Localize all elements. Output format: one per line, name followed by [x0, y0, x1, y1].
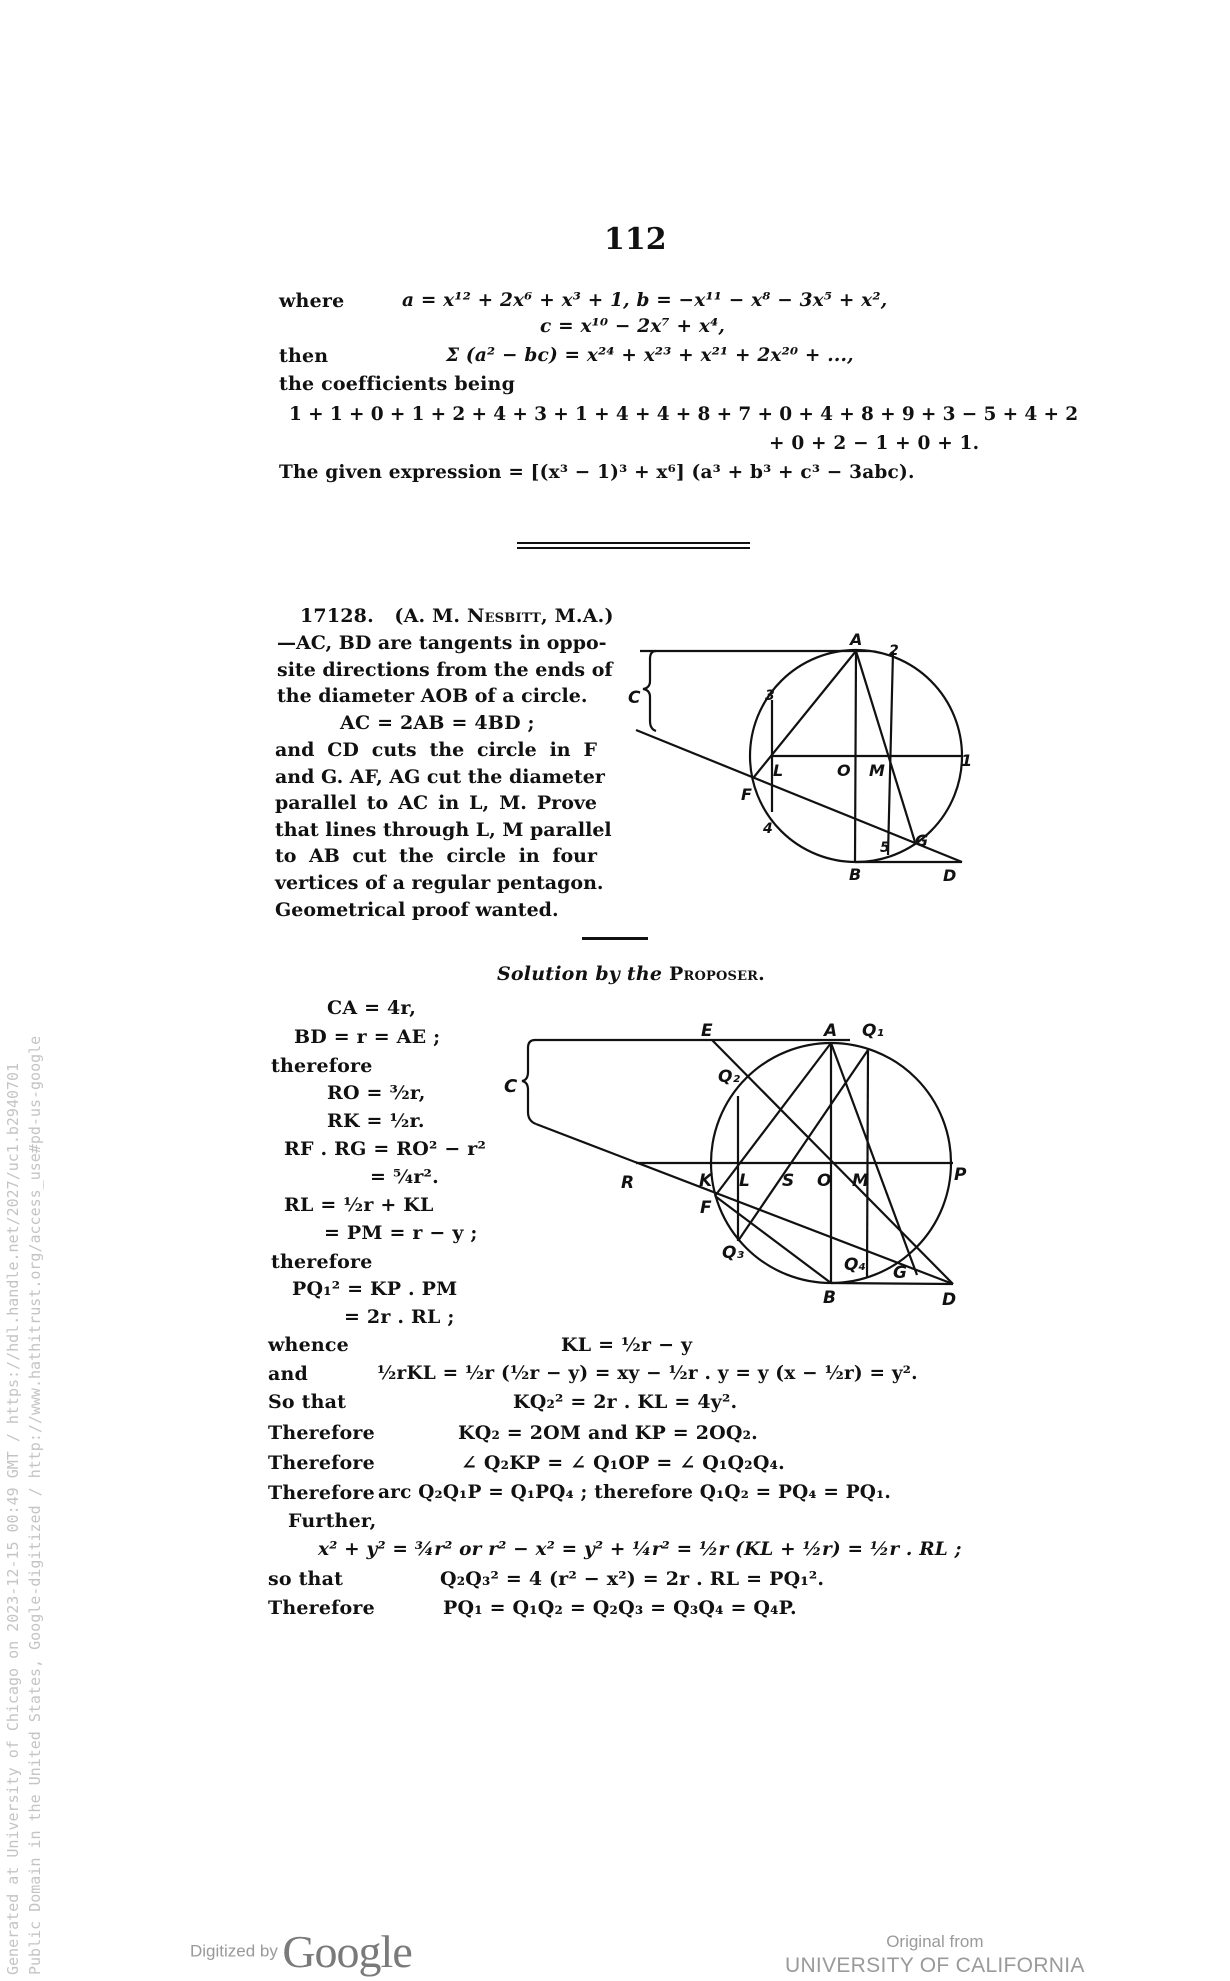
label-p: P	[954, 1165, 967, 1185]
original-from	[785, 1932, 1085, 1978]
c-expression: c = x¹⁰ − 2x⁷ + x⁴,	[540, 316, 726, 337]
question-line: and CD cuts the circle in F	[275, 739, 597, 761]
row-expression: arc Q₂Q₁P = Q₁PQ₄ ; therefore Q₁Q₂ = PQ₄ = PQ₁.	[378, 1482, 892, 1503]
coefficients-line-1: 1 + 1 + 0 + 1 + 2 + 4 + 3 + 1 + 4 + 4 + 8 + 7 + 0 + 4 + 8 + 9 + 3 − 5 + 4 + 2	[289, 404, 1079, 425]
label-d: D	[942, 1290, 957, 1310]
line-ag	[856, 651, 915, 842]
question-line: and G. AF, AG cut the diameter	[275, 765, 605, 788]
label-o: O	[817, 1171, 832, 1191]
row-expression: KQ₂ = 2OM and KP = 2OQ₂.	[458, 1422, 758, 1444]
question-line: site directions from the ends of	[277, 658, 613, 681]
label-d: D	[943, 866, 957, 885]
question-line: —AC, BD are tangents in oppo-	[277, 632, 607, 654]
short-rule	[582, 937, 648, 940]
solution-line: RO = ³⁄₂r,	[327, 1082, 426, 1104]
label-f: F	[741, 785, 752, 804]
row-expression: ½rKL = ½r (½r − y) = xy − ½r . y = y (x − ½r) = y².	[377, 1363, 918, 1384]
label-s: S	[782, 1171, 795, 1191]
solution-line: = 2r . RL ;	[344, 1306, 455, 1328]
line-ag	[831, 1043, 917, 1275]
further-expression: x² + y² = ¾r² or r² − x² = y² + ¼r² = ½r (KL + ½r) = ½r . RL ;	[318, 1539, 962, 1560]
question-text-part1	[277, 630, 613, 710]
given-expression: The given expression = [(x³ − 1)³ + x⁶] (a³ + b³ + c³ − 3abc).	[279, 462, 915, 483]
further-label: Further,	[288, 1510, 377, 1532]
label-a: A	[850, 630, 863, 649]
line-af	[754, 651, 856, 777]
question-equation: AC = 2AB = 4BD ;	[340, 712, 535, 734]
row-label: Therefore	[268, 1482, 375, 1504]
figure-1-diagram	[620, 625, 980, 885]
label-b: B	[823, 1288, 836, 1308]
row-expression: KL = ½r − y	[561, 1334, 693, 1356]
solution-line: therefore	[271, 1055, 373, 1077]
tangent-bd	[831, 1283, 953, 1284]
solution-line: PQ₁² = KP . PM	[292, 1278, 458, 1300]
where-expression: a = x¹² + 2x⁶ + x³ + 1, b = −x¹¹ − x⁸ − 3x⁵ + x²,	[402, 290, 888, 311]
label-m: M	[869, 761, 885, 780]
question-line: to AB cut the circle in four	[275, 845, 597, 868]
google-logo: Google	[282, 1926, 412, 1977]
solution-line: BD = r = AE ;	[294, 1026, 441, 1048]
question-text-part2	[275, 737, 612, 923]
then-expression: Σ (a² − bc) = x²⁴ + x²³ + x²¹ + 2x²⁰ + ...,	[446, 345, 854, 366]
label-5: 5	[880, 840, 890, 856]
row-label: Therefore	[268, 1452, 375, 1474]
coefficients-line-2: + 0 + 2 − 1 + 0 + 1.	[769, 433, 980, 454]
row-label: Therefore	[268, 1422, 375, 1444]
line-af	[715, 1043, 831, 1196]
line-q1-q4	[867, 1050, 868, 1278]
label-4: 4	[763, 821, 773, 837]
question-line: parallel to AC in L, M. Prove	[275, 792, 597, 815]
question-line: Geometrical proof wanted.	[275, 898, 559, 921]
label-3: 3	[765, 688, 775, 704]
brace-c	[522, 1040, 536, 1124]
row-expression: ∠ Q₂KP = ∠ Q₁OP = ∠ Q₁Q₂Q₄.	[461, 1452, 785, 1474]
label-f: F	[700, 1198, 712, 1218]
label-r: R	[621, 1173, 635, 1193]
label-l: L	[739, 1171, 750, 1191]
final-expression: PQ₁ = Q₁Q₂ = Q₂Q₃ = Q₃Q₄ = Q₄P.	[443, 1597, 797, 1619]
solution-line: CA = 4r,	[327, 997, 417, 1019]
digitized-by-google	[190, 1925, 412, 1978]
question-line: the diameter AOB of a circle.	[277, 685, 588, 708]
watermark-line-2: Public Domain in the United States, Google-digitized / http://www.hathitrust.org/access_use#pd-us-google	[26, 1035, 44, 1975]
side-watermark	[2, 1036, 46, 1975]
label-2: 2	[889, 643, 899, 659]
so-that-expression: Q₂Q₃² = 4 (r² − x²) = 2r . RL = PQ₁².	[440, 1568, 825, 1590]
page-number: 112	[604, 222, 667, 257]
solution-heading	[497, 963, 765, 985]
solution-heading-proposer: Proposer.	[668, 963, 765, 985]
question-header	[300, 605, 614, 627]
label-l: L	[773, 761, 784, 780]
watermark-line-1: Generated at University of Chicago on 2023-12-15 00:49 GMT / https://hdl.handle.net/2027/uc1.b2940701	[4, 1062, 22, 1975]
label-q4: Q₄	[844, 1255, 866, 1275]
digitized-by-text: Digitized by	[190, 1941, 278, 1961]
label-k: K	[699, 1171, 713, 1191]
label-a: A	[824, 1021, 838, 1041]
label-o: O	[837, 761, 851, 780]
line-fb	[715, 1196, 831, 1283]
label-q2: Q₂	[718, 1067, 740, 1087]
label-g: G	[893, 1263, 907, 1283]
label-c: C	[628, 688, 641, 708]
coefficients-label: the coefficients being	[279, 373, 516, 395]
where-label: where	[279, 290, 345, 312]
question-line: vertices of a regular pentagon.	[275, 871, 604, 894]
figure-2-diagram	[500, 1010, 970, 1315]
question-number: 17128.	[300, 605, 374, 627]
final-label: Therefore	[268, 1597, 375, 1619]
row-label: So that	[268, 1391, 347, 1413]
so-that-label: so that	[268, 1568, 344, 1590]
then-label: then	[279, 345, 329, 367]
label-1: 1	[961, 751, 973, 770]
solution-heading-italic: Solution by the	[497, 963, 663, 985]
divider-bottom	[517, 547, 750, 549]
label-m: M	[852, 1171, 869, 1191]
solution-line: RF . RG = RO² − r²	[284, 1138, 487, 1160]
solution-line: = ⁵⁄₄r².	[370, 1166, 439, 1188]
question-author: (A. M. Nesbitt, M.A.)	[394, 605, 614, 627]
solution-line: therefore	[271, 1251, 373, 1273]
brace-c	[643, 651, 656, 731]
label-c: C	[504, 1076, 518, 1097]
university-name: UNIVERSITY OF CALIFORNIA	[785, 1954, 1085, 1977]
original-from-text: Original from	[886, 1932, 984, 1951]
solution-line: = PM = r − y ;	[324, 1222, 478, 1244]
label-b: B	[849, 865, 862, 884]
row-label: and	[268, 1363, 309, 1385]
divider-top	[517, 542, 750, 544]
label-e: E	[701, 1021, 713, 1041]
solution-line: RL = ½r + KL	[284, 1194, 434, 1216]
line-cd	[636, 730, 962, 862]
row-label: whence	[268, 1334, 349, 1356]
solution-line: RK = ½r.	[327, 1110, 425, 1132]
row-expression: KQ₂² = 2r . KL = 4y².	[513, 1391, 738, 1413]
label-g: G	[915, 831, 929, 850]
label-q3: Q₃	[722, 1243, 744, 1263]
question-line: that lines through L, M parallel	[275, 818, 612, 841]
label-q1: Q₁	[862, 1021, 884, 1041]
